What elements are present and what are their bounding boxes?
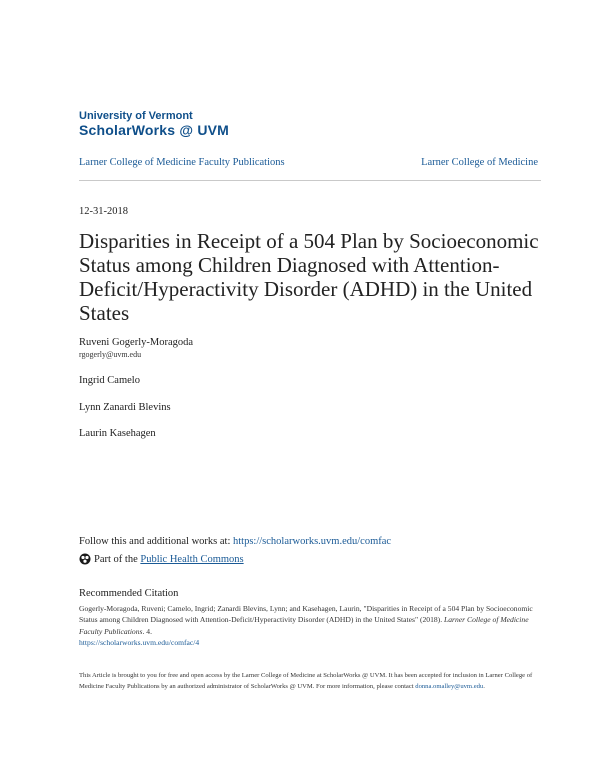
commons-network-icon <box>79 553 91 565</box>
citation-journal: Larner College of Medicine Faculty Publications <box>79 615 529 636</box>
author-name: Lynn Zanardi Blevins <box>79 402 171 413</box>
author-name: Ruveni Gogerly-Moragoda <box>79 337 194 348</box>
author-name: Ingrid Camelo <box>79 375 140 386</box>
repository-name[interactable]: ScholarWorks @ UVM <box>79 122 230 138</box>
header-divider <box>79 180 541 181</box>
access-notice <box>79 670 541 693</box>
contact-email-link[interactable]: donna.omalley@uvm.edu <box>415 683 484 691</box>
collection-link[interactable]: Larner College of Medicine Faculty Publications <box>79 157 285 168</box>
institution-name: University of Vermont <box>79 110 193 122</box>
notice-end: . <box>483 683 485 691</box>
citation-text <box>79 603 541 648</box>
part-of-text: Part of the <box>94 553 138 565</box>
author-email[interactable]: rgogerly@uvm.edu <box>79 350 142 359</box>
publication-date: 12-31-2018 <box>79 206 128 217</box>
public-health-commons-link[interactable]: Public Health Commons <box>140 553 244 565</box>
citation-number: . 4. <box>142 626 152 636</box>
follow-line <box>79 536 391 547</box>
citation-heading: Recommended Citation <box>79 588 179 599</box>
college-link[interactable]: Larner College of Medicine <box>421 157 538 168</box>
collection-url-link[interactable]: https://scholarworks.uvm.edu/comfac <box>233 536 392 547</box>
follow-text: Follow this and additional works at: <box>79 536 231 547</box>
citation-body: Gogerly-Moragoda, Ruveni; Camelo, Ingrid; Zanardi Blevins, Lynn; and Kasehagen, Laurin, "Disparities in Receipt of a 504 Plan by Socioeconomic Status among Children Diagnosed with Attention-Deficit/Hyperactivity Disorder (ADHD) in the United States" (2018). <box>79 604 533 625</box>
document-title: Disparities in Receipt of a 504 Plan by Socioeconomic Status among Children Diagnosed with Attention-Deficit/Hyperactivity Disorder (ADHD) in the United States <box>79 229 539 325</box>
part-of-line <box>79 553 244 565</box>
notice-text: This Article is brought to you for free and open access by the Larner College of Medicine at ScholarWorks @ UVM. It has been accepted for inclusion in Larner College of Medicine Faculty Publications by an authorized administrator of ScholarWorks @ UVM. For more information, please contact <box>79 672 533 691</box>
author-name: Laurin Kasehagen <box>79 428 156 439</box>
citation-url-link[interactable]: https://scholarworks.uvm.edu/comfac/4 <box>79 637 200 647</box>
